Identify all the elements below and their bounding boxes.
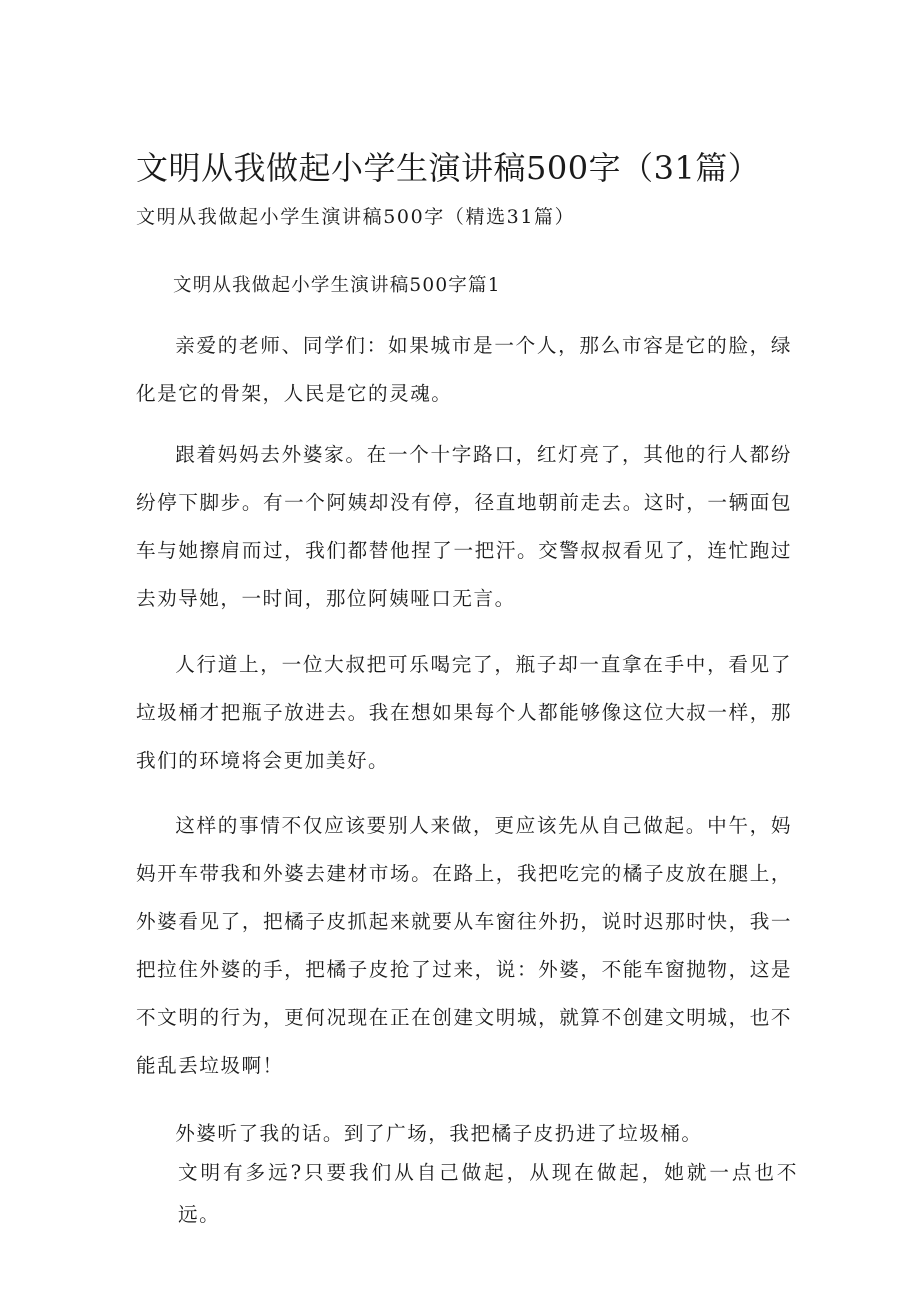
document-title: 文明从我做起小学生演讲稿500字（31篇） [136, 149, 761, 187]
paragraph: 亲爱的老师、同学们：如果城市是一个人，那么市容是它的脸，绿化是它的骨架，人民是它的灵魂。 [136, 334, 792, 405]
paragraph: 这样的事情不仅应该要别人来做，更应该先从自己做起。中午，妈妈开车带我和外婆去建材市场。在路上，我把吃完的橘子皮放在腿上，外婆看见了，把橘子皮抓起来就要从车窗往外扔，说时迟那时快，我一把拉住外婆的手，把橘子皮抢了过来，说：外婆，不能车窗抛物，这是不文明的行为，更何况现在正在创建文明城，就算不创建文明城，也不能乱丢垃圾啊！ [136, 814, 792, 1077]
document-subtitle: 文明从我做起小学生演讲稿500字（精选31篇） [136, 206, 576, 228]
paragraph: 跟着妈妈去外婆家。在一个十字路口，红灯亮了，其他的行人都纷纷停下脚步。有一个阿姨却没有停，径直地朝前走去。这时，一辆面包车与她擦肩而过，我们都替他捏了一把汗。交警叔叔看见了，连忙跑过去劝导她，一时间，那位阿姨哑口无言。 [136, 443, 792, 610]
paragraph: 人行道上，一位大叔把可乐喝完了，瓶子却一直拿在手中，看见了垃圾桶才把瓶子放进去。我在想如果每个人都能够像这位大叔一样，那我们的环境将会更加美好。 [136, 653, 792, 772]
section-heading: 文明从我做起小学生演讲稿500字篇1 [173, 275, 501, 296]
closing-paragraph: 文明有多远?只要我们从自己做起，从现在做起，她就一点也不远。 [178, 1161, 798, 1226]
paragraph: 外婆听了我的话。到了广场，我把橘子皮扔进了垃圾桶。 [175, 1122, 703, 1145]
